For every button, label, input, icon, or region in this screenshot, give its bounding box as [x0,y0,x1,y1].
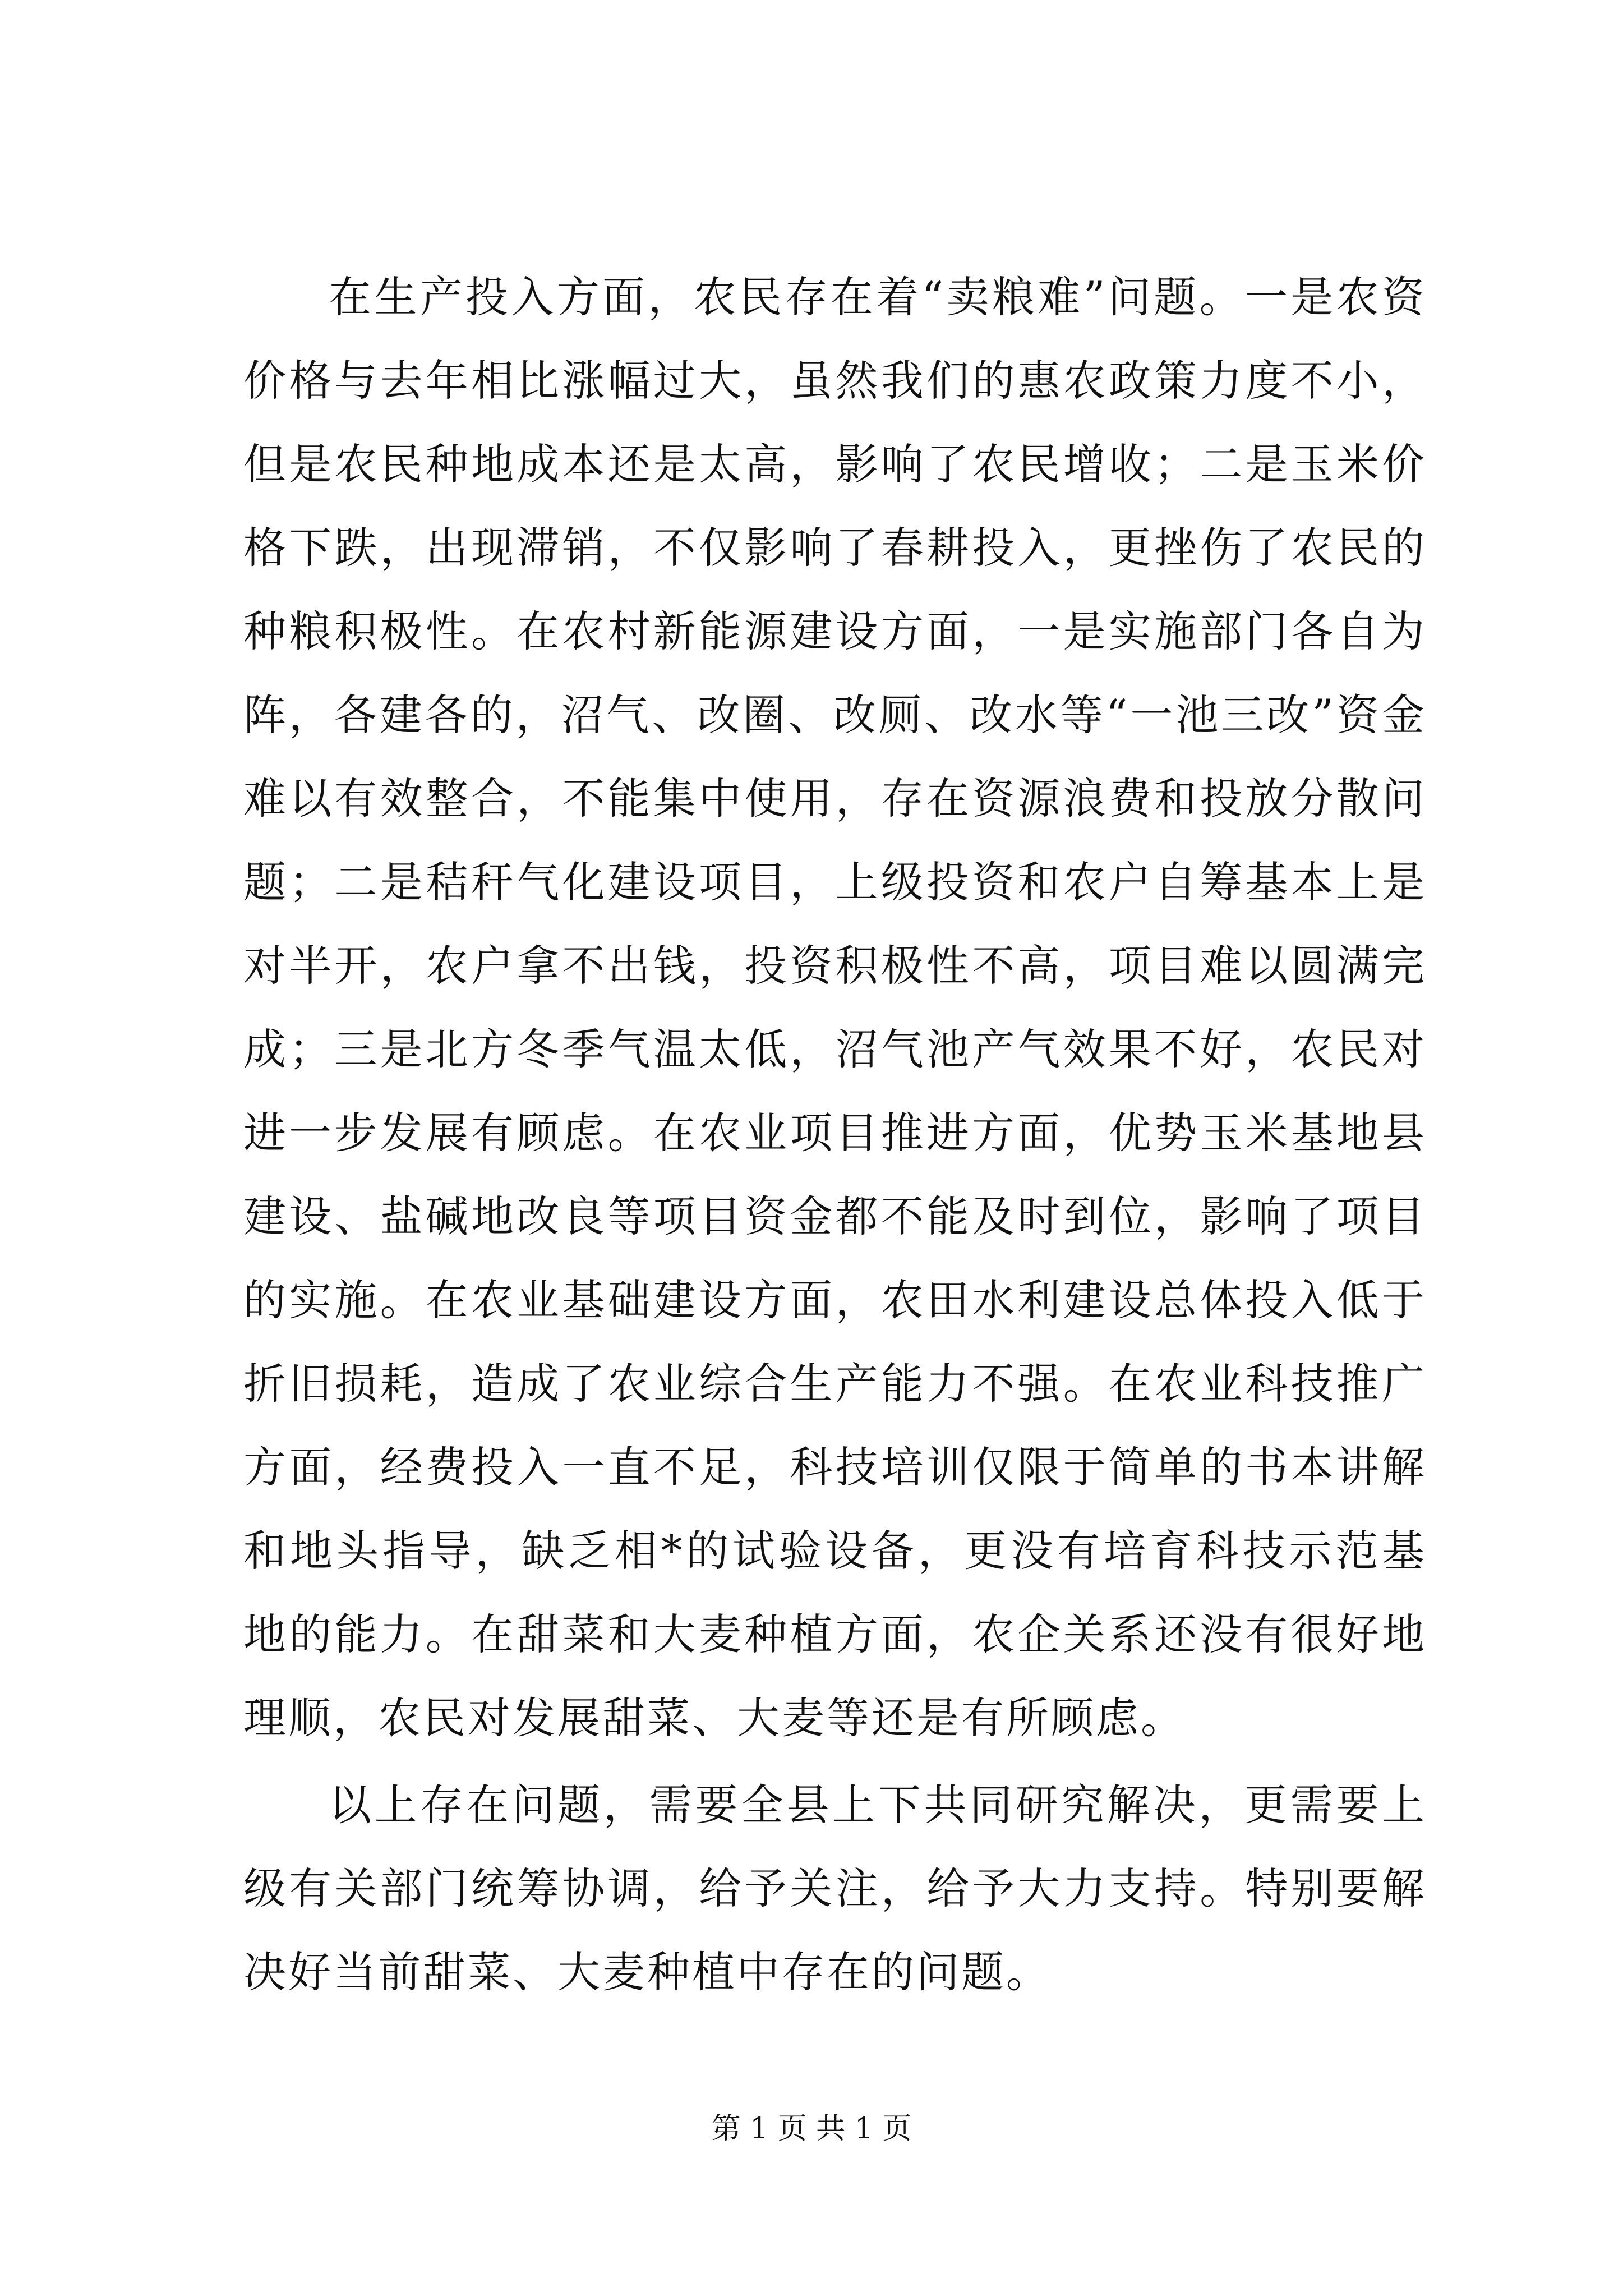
page-footer: 第 1 页 共 1 页 [711,2112,912,2146]
paragraph-problems: 在生产投入方面，农民存在着“卖粮难”问题。一是农资价格与去年相比涨幅过大，虽然我们的惠农政策力度不小，但是农民种地成本还是太高，影响了农民增收；二是玉米价格下跌，出现滞销，不仅影响了春耕投入，更挫伤了农民的种粮积极性。在农村新能源建设方面，一是实施部门各自为阵，各建各的，沼气、改圈、改厕、改水等“一池三改”资金难以有效整合，不能集中使用，存在资源浪费和投放分散问题；二是秸秆气化建设项目，上级投资和农户自筹基本上是对半开，农户拿不出钱，投资积极性不高，项目难以圆满完成；三是北方冬季气温太低，沼气池产气效果不好，农民对进一步发展有顾虑。在农业项目推进方面，优势玉米基地县建设、盐碱地改良等项目资金都不能及时到位，影响了项目的实施。在农业基础建设方面，农田水利建设总体投入低于折旧损耗，造成了农业综合生产能力不强。在农业科技推广方面，经费投入一直不足，科技培训仅限于简单的书本讲解和地头指导，缺乏相*的试验设备，更没有培育科技示范基地的能力。在甜菜和大麦种植方面，农企关系还没有很好地理顺，农民对发展甜菜、大麦等还是有所顾虑。 [243,272,1427,1743]
document-body [243,255,1427,2014]
paragraph-conclusion: 以上存在问题，需要全县上下共同研究解决，更需要上级有关部门统筹协调，给予关注，给予大力支持。特别要解决好当前甜菜、大麦种植中存在的问题。 [243,1780,1427,1997]
